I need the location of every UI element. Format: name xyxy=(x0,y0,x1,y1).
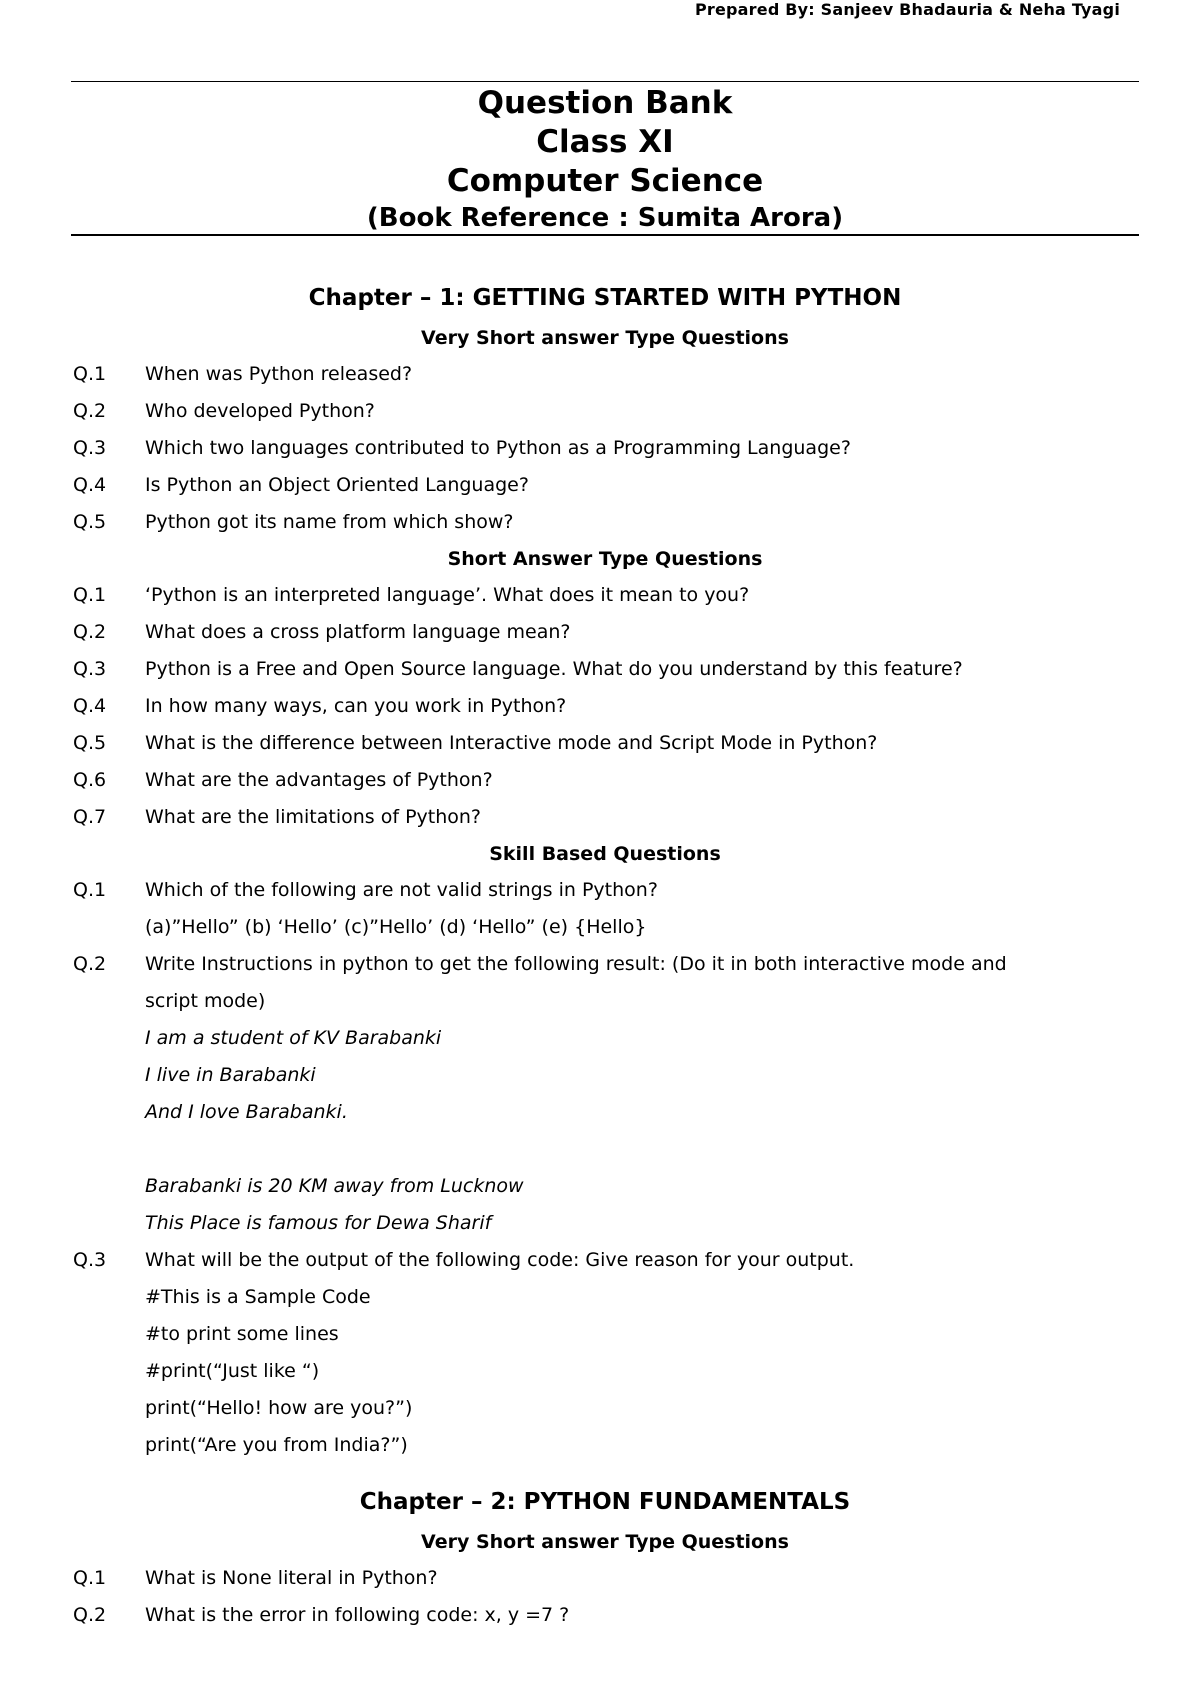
code-line: #This is a Sample Code xyxy=(145,1286,371,1308)
expected-output-line: I am a student of KV Barabanki xyxy=(145,1027,442,1049)
question-text: Which two languages contributed to Python as a Programming Language? xyxy=(145,437,851,459)
question-number: Q.5 xyxy=(73,511,107,533)
question-item xyxy=(71,1597,1139,1634)
title-subject: Computer Science xyxy=(446,163,764,199)
prepared-by: Prepared By: Sanjeev Bhadauria & Neha Tyagi xyxy=(694,0,1120,19)
question-number: Q.3 xyxy=(73,1249,107,1271)
question-number: Q.1 xyxy=(73,879,107,901)
code-line: #print(“Just like “) xyxy=(145,1360,320,1382)
title-book-reference: (Book Reference : Sumita Arora) xyxy=(366,203,844,233)
question-text: ‘Python is an interpreted language’. What does it mean to you? xyxy=(145,584,750,606)
chapter-spacer xyxy=(71,1464,1139,1480)
question-item xyxy=(71,430,1139,467)
question-item xyxy=(71,946,1139,983)
top-divider xyxy=(71,81,1139,82)
question-text: In how many ways, can you work in Python? xyxy=(145,695,567,717)
ch2-very-short-heading: Very Short answer Type Questions xyxy=(421,1531,789,1553)
question-number: Q.4 xyxy=(73,474,107,496)
title-class: Class XI xyxy=(536,124,674,160)
code-line: print(“Are you from India?”) xyxy=(145,1434,408,1456)
question-number: Q.2 xyxy=(73,621,107,643)
ch1-skill-heading: Skill Based Questions xyxy=(489,843,721,865)
question-text: Python is a Free and Open Source language. What do you understand by this feature? xyxy=(145,658,963,680)
question-text: What will be the output of the following code: Give reason for your output. xyxy=(145,1249,855,1271)
expected-output-line: And I love Barabanki. xyxy=(145,1101,348,1123)
question-text: Is Python an Object Oriented Language? xyxy=(145,474,529,496)
question-text: What is the error in following code: x, y =7 ? xyxy=(145,1604,570,1626)
question-text: When was Python released? xyxy=(145,363,413,385)
question-number: Q.6 xyxy=(73,769,107,791)
question-item xyxy=(71,504,1139,541)
question-item xyxy=(71,799,1139,836)
question-text: What is None literal in Python? xyxy=(145,1567,438,1589)
question-item xyxy=(71,651,1139,688)
question-item xyxy=(71,577,1139,614)
main-content xyxy=(71,276,1139,1634)
question-number: Q.2 xyxy=(73,400,107,422)
question-item xyxy=(71,467,1139,504)
expected-output-line: I live in Barabanki xyxy=(145,1064,316,1086)
expected-output-line: This Place is famous for Dewa Sharif xyxy=(145,1212,492,1234)
bottom-divider xyxy=(71,234,1139,236)
question-text: Who developed Python? xyxy=(145,400,375,422)
question-item xyxy=(71,1242,1139,1279)
question-text: What are the advantages of Python? xyxy=(145,769,493,791)
question-item xyxy=(71,393,1139,430)
question-item xyxy=(71,356,1139,393)
question-number: Q.5 xyxy=(73,732,107,754)
question-number: Q.7 xyxy=(73,806,107,828)
question-item xyxy=(71,614,1139,651)
expected-output-line: Barabanki is 20 KM away from Lucknow xyxy=(145,1175,524,1197)
title-block xyxy=(71,84,1139,236)
question-text: Write Instructions in python to get the following result: (Do it in both interactive mode and xyxy=(145,953,1007,975)
question-text: What is the difference between Interactive mode and Script Mode in Python? xyxy=(145,732,878,754)
question-number: Q.3 xyxy=(73,658,107,680)
question-text: What are the limitations of Python? xyxy=(145,806,482,828)
title-question-bank: Question Bank xyxy=(477,85,733,121)
question-item xyxy=(71,725,1139,762)
question-options: (a)”Hello” (b) ‘Hello’ (c)”Hello’ (d) ‘Hello” (e) {Hello} xyxy=(145,916,647,938)
question-number: Q.1 xyxy=(73,1567,107,1589)
chapter-2-title: Chapter – 2: PYTHON FUNDAMENTALS xyxy=(359,1489,851,1515)
ch1-short-heading: Short Answer Type Questions xyxy=(447,548,763,570)
question-text: Python got its name from which show? xyxy=(145,511,514,533)
question-number: Q.2 xyxy=(73,1604,107,1626)
chapter-1-title: Chapter – 1: GETTING STARTED WITH PYTHON xyxy=(308,285,902,311)
question-item xyxy=(71,872,1139,909)
ch1-very-short-heading: Very Short answer Type Questions xyxy=(421,327,789,349)
question-text-continued: script mode) xyxy=(145,990,266,1012)
question-number: Q.2 xyxy=(73,953,107,975)
question-item xyxy=(71,762,1139,799)
question-item xyxy=(71,688,1139,725)
code-line: print(“Hello! how are you?”) xyxy=(145,1397,413,1419)
expected-output-blank-line xyxy=(71,1131,1139,1168)
question-text: What does a cross platform language mean? xyxy=(145,621,571,643)
question-number: Q.1 xyxy=(73,363,107,385)
question-number: Q.4 xyxy=(73,695,107,717)
question-item xyxy=(71,1560,1139,1597)
question-text: Which of the following are not valid strings in Python? xyxy=(145,879,658,901)
question-number: Q.3 xyxy=(73,437,107,459)
question-number: Q.1 xyxy=(73,584,107,606)
code-line: #to print some lines xyxy=(145,1323,339,1345)
